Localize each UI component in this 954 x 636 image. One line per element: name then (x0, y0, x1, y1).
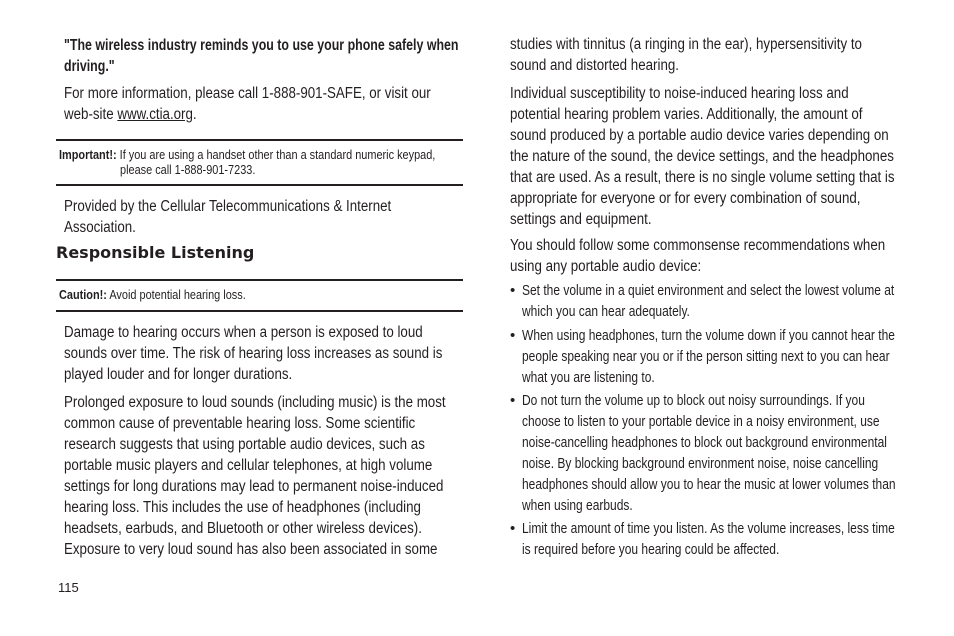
important-note (59, 147, 507, 177)
individual-line: appropriate for everyone or for every combination of sound, (510, 190, 861, 207)
bullet-line: is required before you hearing could be affected. (522, 541, 780, 558)
follow-paragraph (510, 235, 946, 277)
bullet-dot: • (510, 520, 516, 537)
bullet-line: noise. By blocking background environment noise, noise cancelling (522, 455, 879, 472)
individual-line: the nature of the sound, the device settings, and the headphones (510, 148, 894, 165)
prolonged-line: Exposure to very loud sound has also been associated in some (64, 541, 438, 558)
info-paragraph (64, 83, 490, 125)
damage-line: played louder and for longer durations. (64, 366, 293, 383)
info-line: For more information, please call 1-888-901-SAFE, or visit our (64, 85, 431, 102)
individual-paragraph (510, 83, 954, 230)
wireless-line: "The wireless industry reminds you to use your phone safely when (64, 37, 459, 54)
prolonged-line: research suggests that using portable audio devices, such as (64, 436, 425, 453)
important-label: Important!: (59, 147, 117, 162)
bullet-text (522, 325, 954, 388)
individual-line: settings and equipment. (510, 211, 652, 228)
prolonged-line: hearing loss. This includes the use of headphones (including (64, 499, 421, 516)
bullet-line: noise-cancelling headphones to block out background environmental (522, 434, 887, 451)
bullet-dot: • (510, 282, 516, 299)
follow-line: using any portable audio device: (510, 258, 702, 275)
important-top-rule (56, 139, 463, 141)
bullet-line: Set the volume in a quiet environment and select the lowest volume at (522, 282, 895, 299)
caution-note (59, 287, 281, 302)
important-bottom-rule (56, 184, 463, 186)
prolonged-line: common cause of preventable hearing loss. Some scientific (64, 415, 416, 432)
page-number: 115 (58, 580, 79, 595)
info-prefix: web-site (64, 106, 118, 123)
prolonged-line: Prolonged exposure to loud sounds (including music) is the most (64, 394, 446, 411)
individual-line: sound produced by a portable audio device varies depending on (510, 127, 889, 144)
studies-paragraph (510, 34, 919, 76)
important-text: If you are using a handset other than a standard numeric keypad, (116, 147, 436, 162)
bullet-text (522, 280, 954, 322)
caution-line (59, 287, 246, 302)
studies-line: studies with tinnitus (a ringing in the ear), hypersensitivity to (510, 36, 862, 53)
bullet-line: people speaking near you or if the person sitting next to you can hear (522, 348, 890, 365)
damage-line: sounds over time. The risk of hearing loss increases as sound is (64, 345, 443, 362)
caution-text: Avoid potential hearing loss. (106, 287, 246, 302)
wireless-notice (64, 35, 557, 77)
damage-line: Damage to hearing occurs when a person is exposed to loud (64, 324, 423, 341)
prolonged-line: portable music players and cellular telephones, at high volume (64, 457, 433, 474)
prolonged-paragraph (64, 392, 508, 560)
damage-paragraph (64, 322, 504, 385)
bullet-line: When using headphones, turn the volume down if you cannot hear the (522, 327, 895, 344)
section-heading: Responsible Listening (56, 243, 255, 262)
follow-line: You should follow some commonsense recommendations when (510, 237, 886, 254)
provided-line: Provided by the Cellular Telecommunications & Internet (64, 198, 392, 215)
bullet-line: what you are listening to. (522, 369, 655, 386)
bullet-line: headphones should allow you to hear the music at lower volumes than (522, 476, 896, 493)
wireless-line: driving." (64, 58, 115, 75)
bullet-line: choose to listen to your portable device in a noisy environment, use (522, 413, 880, 430)
info-line (64, 104, 431, 125)
provided-paragraph (64, 196, 445, 238)
bullet-line: Do not turn the volume up to block out noisy surroundings. If you (522, 392, 865, 409)
prolonged-line: settings for long durations may lead to permanent noise-induced (64, 478, 444, 495)
individual-line: that are used. As a result, there is no single volume setting that is (510, 169, 895, 186)
bullet-line: which you can hear adequately. (522, 303, 690, 320)
caution-bottom-rule (56, 310, 463, 312)
bullet-line: Limit the amount of time you listen. As the volume increases, less time (522, 520, 895, 537)
caution-top-rule (56, 279, 463, 281)
bullet-text (522, 390, 954, 516)
info-suffix: . (192, 106, 197, 123)
prolonged-line: headsets, earbuds, and Bluetooth or other wireless devices). (64, 520, 422, 537)
individual-line: Individual susceptibility to noise-induced hearing loss and (510, 85, 849, 102)
bullet-dot: • (510, 327, 516, 344)
studies-line: sound and distorted hearing. (510, 57, 679, 74)
bullet-dot: • (510, 392, 516, 409)
individual-line: potential hearing problem varies. Additionally, the amount of (510, 106, 863, 123)
ctia-link[interactable]: www.ctia.org (117, 106, 193, 123)
caution-label: Caution!: (59, 287, 107, 302)
bullet-line: when using earbuds. (522, 497, 633, 514)
important-line: please call 1-888-901-7233. (120, 162, 256, 177)
bullet-text (522, 518, 954, 560)
important-line (59, 147, 435, 162)
provided-line: Association. (64, 219, 136, 236)
